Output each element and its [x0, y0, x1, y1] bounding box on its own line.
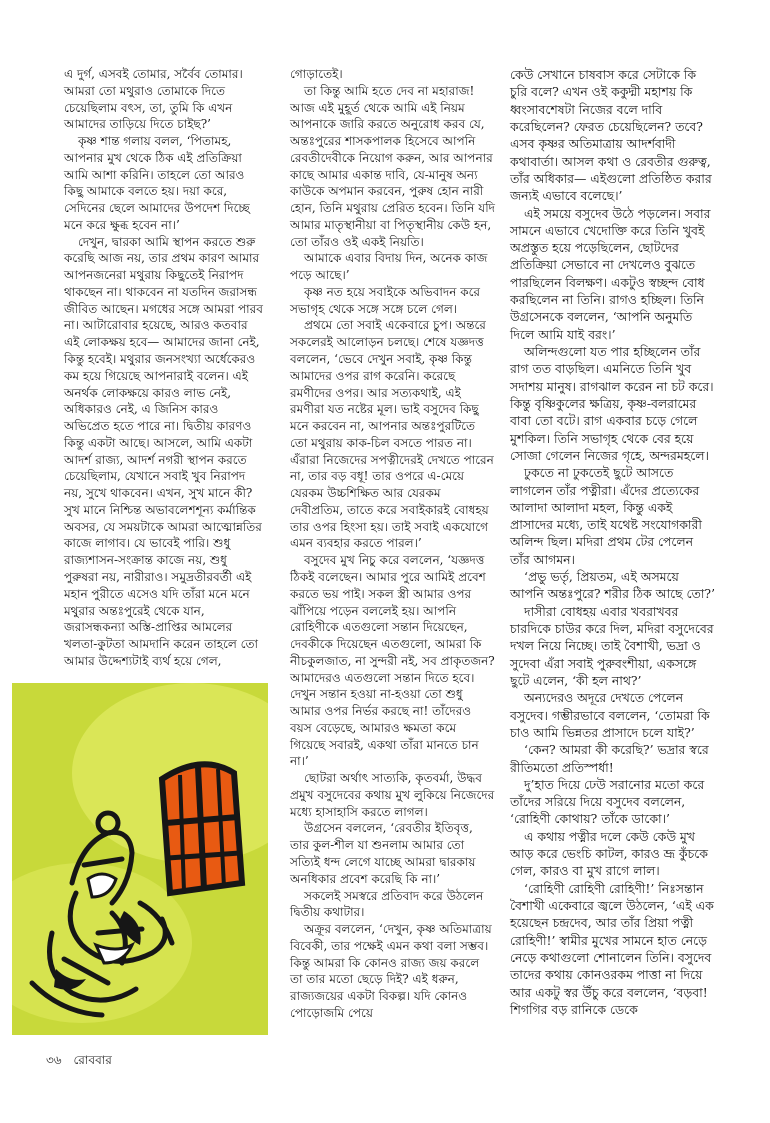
paragraph: এ কথায় পত্নীর দলে কেউ কেউ মুখ আড় করে ভেংচি কাটল, কারও ভ্রূ কুঁচকে গেল, কারও বা মুখ রাগে লাল।: [510, 828, 708, 879]
paragraph: কৃষ্ণ শান্ত গলায় বলল, ‘পিতামহ, আপনার মুখ থেকে ঠিক এই প্রতিক্রিয়া আমি আশা করিনি। তাহলে তো আরও কিছু আমাকে বলতে হয়। দয়া করে, সেদিনের ছেলে আমাদের উপদেশ দিচ্ছে মনে করে ক্ষুব্ধ হবেন না।’: [64, 134, 250, 232]
paragraph: অক্রূর বললেন, ‘দেখুন, কৃষ্ণ অতিমাত্রায় বিবেকী, তার পক্ষেই এমন কথা বলা সম্ভব। কিন্তু আমরা কি কোনও রাজ্য জয় করলে তা তার মতো ছেড়ে দিই? এই ধরুন, রাজ্যজয়ের একটা বিকল্প। যদি কোনও পোড়োজমি পেয়ে: [290, 922, 492, 1020]
paragraph: ‘প্রভু ভর্তৃ, প্রিয়তম, এই অসময়ে আপনি অন্তঃপুরে? শরীর ঠিক আছে তো?’: [510, 569, 716, 602]
paragraph: দাসীরা বোধহয় এবার খবরাখবর চারদিকে চাউর করে দিল, মদিরা বসুদেবের দখল নিয়ে নিচ্ছে। তাই বৈশাখী, ভদ্রা ও সুদেবা এঁরা সবাই পুরুবংশীয়া, একসঙ্গে ছুটে এলেন, ‘কী হল নাথ?’: [510, 603, 714, 688]
paragraph: অলিন্দগুলো যত পার হচ্ছিলেন তাঁর রাগ তত বাড়ছিল। এমনিতে তিনি খুব সদাশয় মানুষ। রাগঝাল করেন না চট করে। কিন্তু বৃষ্ণিকুলের ক্ষত্রিয়, কৃষ্ণ-বলরামের বাবা তো বটে। রাগ একবার চড়ে গেলে মুশকিল। তিনি সভাগৃহ থেকে বের হয়ে সোজা গেলেন নিজের গৃহে, অন্দরমহলে।: [510, 344, 714, 463]
paragraph: ছোটরা অর্থাৎ সাত্যকি, কৃতবর্মা, উদ্ধব প্রমুখ বসুদেবের কথায় মুখ লুকিয়ে নিজেদের মধ্যে হাসাহাসি করতে লাগল।: [290, 771, 495, 819]
section-name: রোববার: [73, 1053, 112, 1067]
lattice-window: [162, 764, 242, 893]
paragraph: বসুদেব মুখ নিচু করে বললেন, ‘যজ্ঞদত্ত ঠিকই বলেছেন। আমার পুরে আমিই প্রবেশ করতে ভয় পাই। সকল স্ত্রী আমার ওপর ঝাঁপিয়ে পড়েন বললেই হয়। আপনি রোহিণীকে এতগুলো সন্তান দিয়েছেন, দেবকীকে দিয়েছেন এতগুলো, আমরা কি নীচকুলজাত, না সুন্দরী নই, সব প্রাকৃতজন? আমাদেরও এতগুলো সন্তান দিতে হবে। দেখুন সন্তান হওয়া না-হওয়া তো শুধু আমার ওপর নির্ভর করছে না! তাঁদেরও বয়স বেড়েছে, আমারও ক্ষমতা কমে গিয়েছে সবারই, একথা তাঁরা মানতে চান না।’: [290, 553, 495, 769]
text-column-1: [64, 66, 264, 670]
paragraph: আমাকে এবার বিদায় দিন, অনেক কাজ পড়ে আছে।’: [290, 251, 488, 283]
paragraph: উগ্রসেন বললেন, ‘রেবতীর ইতিবৃত্ত, তার কুল-শীল যা শুনলাম আমার তো সত্যিই ধন্দ লেগে যাচ্ছে আমরা দ্বারকায় অনধিকার প্রবেশ করেছি কি না।’: [290, 821, 476, 886]
text-column-2: [290, 66, 495, 1022]
illustration-painting: [12, 683, 268, 1035]
text-column-3: [510, 66, 716, 1018]
paragraph: তা কিন্তু আমি হতে দেব না মহারাজ! আজ এই মুহূর্ত থেকে আমি এই নিয়ম আপনাকে জারি করতে অনুরোধ করব যে, অন্তঃপুরের শাসকপালক হিসেবে আপনি রেবতীদেবীকে নিয়োগ করুন, আর আপনার কাছে আমার একান্ত দাবি, যে-মানুষ অন্য কাউকে অপমান করবেন, পুরুষ হোন নারী হোন, তিনি মথুরায় প্রেরিত হবেন। তিনি যদি আমার মাতৃস্থানীয়া বা পিতৃস্থানীয় কেউ হন, তো তাঁরও ওই একই নিয়তি।: [290, 83, 495, 249]
paragraph: এ দুর্গ, এসবই তোমার, সর্বৈব তোমার। আমরা তো মথুরাও তোমাকে দিতে চেয়েছিলাম বৎস, তা, তুমি কি এখন আমাদের তাড়িয়ে দিতে চাইছ?’: [64, 67, 243, 132]
paragraph: দেখুন, দ্বারকা আমি স্থাপন করতে শুরু করেছি আজ নয়, তার প্রথম কারণ আমার আপনজনেরা মথুরায় কিছুতেই নিরাপদ থাকছেন না। থাকবেন না যতদিন জরাসন্ধ জীবিত আছেন। মগধের সঙ্গে আমরা পারব না। আটারোবার হয়েছে, আরও কতবার এই লোকক্ষয় হবে— আমাদের জানা নেই, কিন্তু হবেই। মথুরার জনসংখ্যা অর্ধেকেরও কম হয়ে গিয়েছে আপনারাই বলেন। এই অনর্থক লোকক্ষয়ে কারও লাভ নেই, অধিকারও নেই, এ জিনিস কারও অভিপ্রেত হতে পারে না। দ্বিতীয় কারণও কিন্তু একটা আছে। আসলে, আমি একটা আদর্শ রাজ্য, আদর্শ নগরী স্থাপন করতে চেয়েছিলাম, যেখানে সবাই খুব নিরাপদ নয়, সুখে থাকবেন। এখন, সুখ মানে কী? সুখ মানে নিশ্চিন্ত অভাবলেশশূন্য কর্মান্তিক অবসর, যে সময়টাকে আমরা আত্মোন্নতির কাজে লাগাব। যে ভাবেই পারি। শুধু রাজ্যশাসন-সংক্রান্ত কাজে নয়, শুধু পুরুষরা নয়, নারীরাও। সমুদ্রতীরবর্তী এই মহান পুরীতে এসেও যদি তাঁরা মনে মনে মথুরার অন্তঃপুরেই থেকে যান, জরাসন্ধকন্যা অস্তি-প্রাপ্তির আমলের খলতা-কুটতা আমদানি করেন তাহলে তো আমার উদ্দেশ্যটাই ব্যর্থ হয়ে গেল,: [64, 234, 263, 668]
paragraph: কৃষ্ণ নত হয়ে সবাইকে অভিবাদন করে সভাগৃহ থেকে সঙ্গে সঙ্গে চলে গেল।: [290, 284, 481, 316]
paragraph: প্রথমে তো সবাই একেবারে চুপ। অন্তরে সকলেরই আলোড়ন চলছে। শেষে যজ্ঞদত্ত বললেন, ‘ভেবে দেখুন সবাই, কৃষ্ণ কিন্তু আমাদের ওপর রাগ করেনি। করেছে রমণীদের ওপর। আর সত্যকথাই, এই রমণীরা যত নষ্টের মূল। ভাই বসুদেব কিছু মনে করবেন না, আপনার অন্তঃপুরটিতে তো মথুরায় কাক-চিল বসতে পারত না। এঁরারা নিজেদের সপত্নীদেরই দেখতে পারেন না, তার বড় বধূ! তার ওপরে এ-মেয়ে যেরকম উচ্চশিক্ষিত আর যেরকম দেবীপ্রতিম, তাতে করে সবাইকারই বোধহয় তার ওপর হিংসা হয়। তাই সবাই একযোগে এমন ব্যবহার করতে পারল।’: [290, 318, 494, 551]
paragraph: সকলেই সমস্বরে প্রতিবাদ করে উঠলেন দ্বিতীয় কথাটার।: [290, 888, 484, 920]
paragraph: ‘কেন? আমরা কী করেছি?’ ভদ্রার স্বরে রীতিমতো প্রতিস্পর্ধা!: [510, 742, 709, 775]
paragraph: কেউ সেখানে চাষবাস করে সেটাকে কি চুরি বলে? এখন ওই ককুদ্মী মহাশয় কি ধ্বংসাবশেষটা নিজের বলে দাবি করেছিলেন? ফেরত চেয়েছিলেন? তবে? এসব কৃষ্ণর অতিমাত্রায় আদর্শবাদী কথাবার্তা। আসল কথা ও রেবতীর গুরুত্ব, তাঁর অধিকার— এইগুলো প্রতিষ্ঠিত করার জন্যই এভাবে বলেছে।’: [510, 67, 712, 204]
paragraph: ‘রোহিণী রোহিণী রোহিণী!’ নিঃসন্তান বৈশাখী একেবারে জ্বলে উঠলেন, ‘এই এক হয়েছেন চন্দ্রদেব, আর তাঁর প্রিয়া পত্নী রোহিণী!’ স্বামীর মুখের সামনে হাত নেড়ে নেড়ে কথাগুলো শোনালেন তিনি। বসুদেব তাদের কথায় কোনওরকম পাত্তা না দিয়ে আর একটু স্বর উঁচু করে বললেন, ‘বড়বা! শিগগির বড় রানিকে ডেকে: [510, 880, 714, 1017]
page-number: ৩৬: [46, 1053, 62, 1067]
illustration: [12, 683, 268, 1035]
paragraph: এই সময়ে বসুদেব উঠে পড়লেন। সবার সামনে এভাবে খেদোক্তি করে তিনি খুবই অপ্রস্তুত হয়ে পড়েছিলেন, ছোটদের প্রতিক্রিয়া সেভাবে না দেখলেও বুঝতে পারছিলেন বিলক্ষণ। একটুও স্বচ্ছন্দ বোধ করছিলেন না তিনি। রাগও হচ্ছিল। তিনি উগ্রসেনকে বললেন, ‘আপনি অনুমতি দিলে আমি যাই বরং।’: [510, 205, 711, 342]
paragraph: গোড়াতেই।: [290, 67, 343, 81]
paragraph: ঢুকতে না ঢুকতেই ছুটে আসতে লাগলেন তাঁর পত্নীরা। এঁদের প্রত্যেকের আলাদা আলাদা মহল, কিন্তু একই প্রাসাদের মধ্যে, তাই যথেষ্ট সংযোগকারী অলিন্দ ছিল। মদিরা প্রথম টের পেলেন তাঁর আগমন।: [510, 465, 702, 567]
paragraph: অন্যদেরও অদূরে দেখতে পেলেন বসুদেব। গম্ভীরভাবে বললেন, ‘তোমরা কি চাও আমি ভিন্নতর প্রাসাদে চলে যাই?’: [510, 690, 710, 740]
paragraph: দু’হাত দিয়ে ঢেউ সরানোর মতো করে তাঁদের সরিয়ে দিয়ে বসুদেব বললেন, ‘রোহিণী কোথায়? তাঁকে ডাকো।’: [510, 776, 705, 827]
page-footer: [46, 1052, 120, 1072]
